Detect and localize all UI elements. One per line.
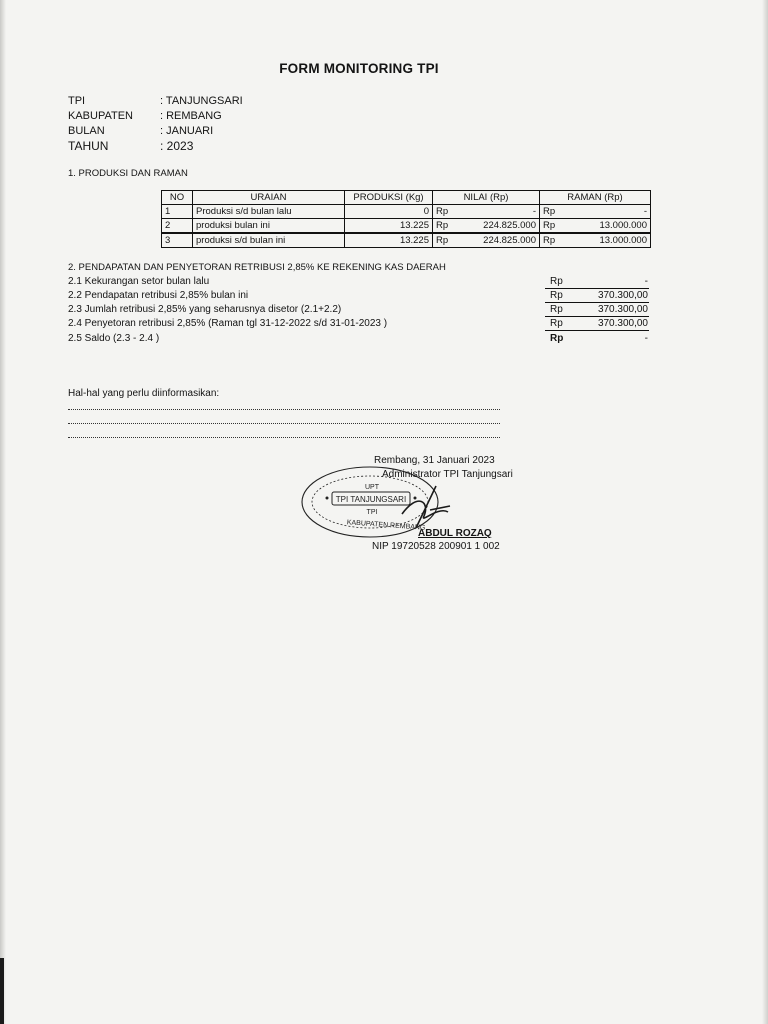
dotted-line: [68, 422, 500, 424]
underline: [545, 302, 649, 303]
revenue-label: 2.4 Penyetoran retribusi 2,85% (Raman tgl 31-12-2022 s/d 31-01-2023 ): [68, 318, 388, 329]
revenue-currency: Rp: [550, 276, 563, 287]
cell-uraian: produksi s/d bulan ini: [193, 233, 345, 248]
header-info: [68, 94, 243, 154]
cell-uraian: produksi bulan ini: [193, 219, 345, 234]
cell-uraian: Produksi s/d bulan lalu: [193, 205, 345, 219]
info-row-tpi: [68, 94, 243, 109]
production-table: [161, 190, 651, 248]
stamp-bottom-text: KABUPATEN REMBANG: [346, 519, 426, 532]
underline: [545, 316, 649, 317]
dotted-line: [68, 436, 500, 438]
header-no: NO: [162, 191, 193, 205]
form-title: FORM MONITORING TPI: [279, 61, 439, 76]
header-uraian: URAIAN: [193, 191, 345, 205]
signature-nip: NIP 19720528 200901 1 002: [372, 541, 500, 552]
stamp-center-text: TPI TANJUNGSARI: [335, 495, 407, 504]
cell-nilai-currency: Rp: [433, 233, 462, 248]
info-value: : JANUARI: [160, 125, 214, 137]
revenue-value: 370.300,00: [597, 318, 648, 329]
revenue-label: 2.5 Saldo (2.3 - 2.4 ): [68, 333, 160, 344]
dotted-line: [68, 408, 500, 410]
signature-role: Administrator TPI Tanjungsari: [382, 469, 513, 480]
header-nilai: NILAI (Rp): [433, 191, 540, 205]
revenue-value: 370.300,00: [597, 304, 648, 315]
info-label: BULAN: [68, 125, 105, 137]
cell-no: 1: [162, 205, 193, 219]
signature-place-date: Rembang, 31 Januari 2023: [374, 455, 495, 466]
revenue-value: 370.300,00: [597, 290, 648, 301]
cell-raman-currency: Rp: [540, 219, 569, 234]
revenue-label: 2.1 Kekurangan setor bulan lalu: [68, 276, 210, 287]
revenue-currency: Rp: [550, 290, 563, 301]
stamp-star-icon: [414, 497, 417, 500]
header-produksi: PRODUKSI (Kg): [345, 191, 433, 205]
underline: [545, 288, 649, 289]
section1-title: 1. PRODUKSI DAN RAMAN: [68, 168, 188, 179]
stamp-top-text: UPT: [365, 484, 379, 491]
revenue-row: [68, 333, 648, 347]
cell-nilai-currency: Rp: [433, 205, 462, 219]
cell-nilai: 224.825.000: [461, 233, 540, 248]
info-row-bulan: [68, 124, 243, 139]
revenue-currency: Rp: [550, 333, 564, 344]
revenue-label: 2.2 Pendapatan retribusi 2,85% bulan ini: [68, 290, 249, 301]
info-value: : REMBANG: [160, 110, 222, 122]
stamp-star-icon: [326, 497, 329, 500]
signature-name: ABDUL ROZAQ: [418, 528, 492, 539]
scan-edge-right: [762, 0, 768, 1024]
info-row-tahun: [68, 139, 243, 154]
revenue-currency: Rp: [550, 304, 563, 315]
cell-produksi: 0: [345, 205, 433, 219]
info-row-kabupaten: [68, 109, 243, 124]
table-header-row: [162, 191, 651, 205]
cell-no: 3: [162, 233, 193, 248]
notes-title: Hal-hal yang perlu diinformasikan:: [68, 388, 220, 399]
cell-produksi: 13.225: [345, 219, 433, 234]
info-label: KABUPATEN: [68, 110, 133, 122]
cell-raman: 13.000.000: [568, 233, 651, 248]
info-value: : TANJUNGSARI: [160, 95, 243, 107]
table-row: [162, 219, 651, 234]
info-label: TPI: [68, 95, 86, 107]
stamp-lower-text: TPI: [366, 509, 378, 516]
cell-produksi: 13.225: [345, 233, 433, 248]
table-row: [162, 205, 651, 219]
table-row: [162, 233, 651, 248]
revenue-value: -: [644, 333, 648, 344]
cell-raman-currency: Rp: [540, 205, 569, 219]
revenue-label: 2.3 Jumlah retribusi 2,85% yang seharusnya disetor (2.1+2.2): [68, 304, 342, 315]
cell-raman-currency: Rp: [540, 233, 569, 248]
cell-nilai: 224.825.000: [461, 219, 540, 234]
info-label: TAHUN: [68, 139, 109, 153]
revenue-value: -: [644, 276, 648, 287]
cell-no: 2: [162, 219, 193, 234]
underline: [545, 330, 649, 331]
header-raman: RAMAN (Rp): [540, 191, 651, 205]
revenue-currency: Rp: [550, 318, 563, 329]
info-value: : 2023: [160, 139, 194, 153]
cell-nilai-currency: Rp: [433, 219, 462, 234]
scan-edge-left: [0, 0, 6, 1024]
cell-raman: -: [568, 205, 651, 219]
section2-title: 2. PENDAPATAN DAN PENYETORAN RETRIBUSI 2,85% KE REKENING KAS DAERAH: [68, 262, 446, 273]
cell-nilai: -: [461, 205, 540, 219]
scan-edge-bottom-left: [0, 958, 4, 1024]
cell-raman: 13.000.000: [568, 219, 651, 234]
